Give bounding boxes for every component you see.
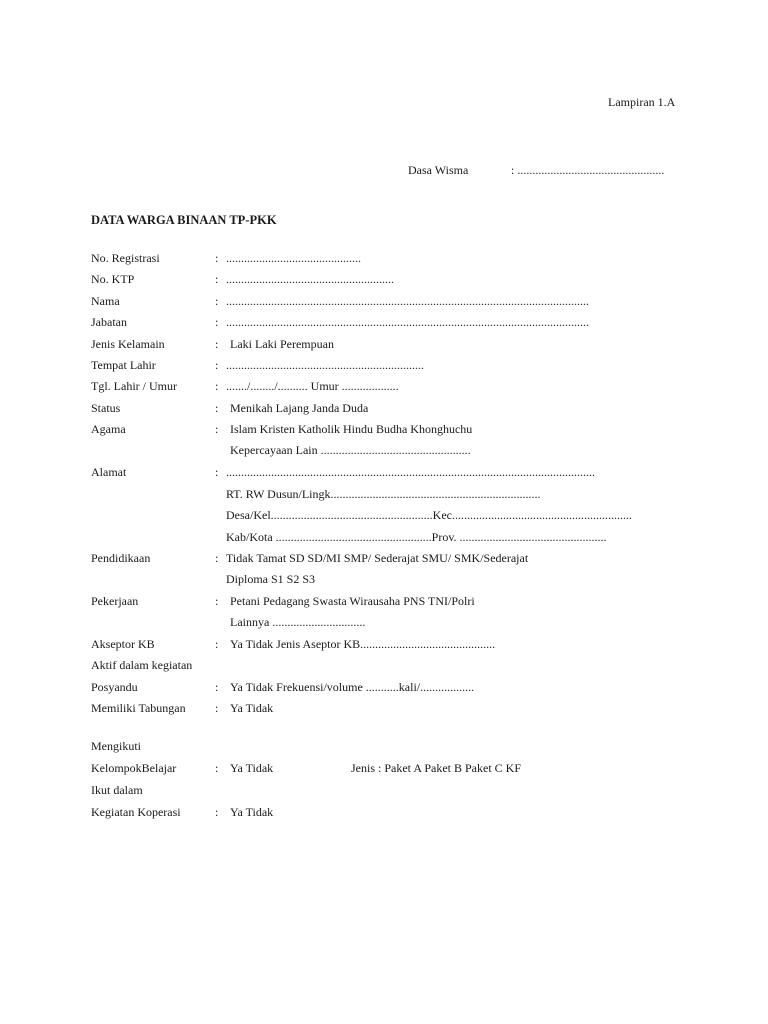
status-label: Status xyxy=(91,401,121,415)
alamat-desa-field[interactable]: Desa/Kel......................................................Kec............................................................ xyxy=(226,508,632,522)
colon: : xyxy=(215,379,219,393)
colon: : xyxy=(215,805,219,819)
alamat-rt-rw-field[interactable]: RT. RW Dusun/Lingk...................................................................... xyxy=(226,487,541,501)
status-options[interactable]: Menikah Lajang Janda Duda xyxy=(230,401,369,415)
colon: : xyxy=(215,294,219,308)
alamat-label: Alamat xyxy=(91,465,127,479)
pendidikan-options-2[interactable]: Diploma S1 S2 S3 xyxy=(226,572,316,586)
colon: : xyxy=(215,637,219,651)
dasa-wisma-label: Dasa Wisma xyxy=(408,163,469,177)
tabungan-options[interactable]: Ya Tidak xyxy=(230,701,274,715)
colon: : xyxy=(215,465,219,479)
ikut-dalam-label: Ikut dalam xyxy=(91,783,143,797)
colon: : xyxy=(215,701,219,715)
alamat-kab-field[interactable]: Kab/Kota ....................................................Prov. ................................................. xyxy=(226,530,607,544)
colon: : xyxy=(215,680,219,694)
akseptor-kb-label: Akseptor KB xyxy=(91,637,155,651)
colon: : xyxy=(215,315,219,329)
kelompok-belajar-jenis[interactable]: Jenis : Paket A Paket B Paket C KF xyxy=(351,761,522,775)
lampiran-label: Lampiran 1.A xyxy=(608,95,676,109)
tempat-lahir-field[interactable]: .................................................................. xyxy=(226,358,424,372)
pendidikan-options[interactable]: Tidak Tamat SD SD/MI SMP/ Sederajat SMU/ SMK/Sederajat xyxy=(226,551,529,565)
colon: : xyxy=(215,594,219,608)
alamat-field[interactable]: ........................................................................................................................... xyxy=(226,465,595,479)
koperasi-options[interactable]: Ya Tidak xyxy=(230,805,274,819)
colon: : xyxy=(215,401,219,415)
jenis-kelamin-label: Jenis Kelamain xyxy=(91,337,165,351)
jabatan-field[interactable]: ......................................................................................................................... xyxy=(226,315,589,329)
colon: : xyxy=(215,551,219,565)
tgl-lahir-label: Tgl. Lahir / Umur xyxy=(91,379,177,393)
nama-label: Nama xyxy=(91,294,120,308)
ktp-field[interactable]: ........................................................ xyxy=(226,272,394,286)
registrasi-label: No. Registrasi xyxy=(91,251,160,265)
colon: : xyxy=(215,761,219,775)
colon: : xyxy=(215,422,219,436)
jenis-kelamin-options[interactable]: Laki Laki Perempuan xyxy=(230,337,334,351)
form-title: DATA WARGA BINAAN TP-PKK xyxy=(91,213,277,227)
registrasi-field[interactable]: ............................................. xyxy=(226,251,361,265)
jabatan-label: Jabatan xyxy=(91,315,127,329)
pekerjaan-lain-field[interactable]: Lainnya ............................... xyxy=(230,615,366,629)
ktp-label: No. KTP xyxy=(91,272,135,286)
tgl-lahir-field[interactable]: ......./......../.......... Umur ................... xyxy=(226,379,399,393)
colon: : xyxy=(215,251,219,265)
nama-field[interactable]: ......................................................................................................................... xyxy=(226,294,589,308)
pendidikan-label: Pendidikaan xyxy=(91,551,151,565)
pekerjaan-options[interactable]: Petani Pedagang Swasta Wirausaha PNS TNI/Polri xyxy=(230,594,475,608)
mengikuti-label: Mengikuti xyxy=(91,739,141,753)
colon: : xyxy=(215,337,219,351)
agama-lain-field[interactable]: Kepercayaan Lain .................................................. xyxy=(230,443,471,457)
agama-label: Agama xyxy=(91,422,126,436)
dasa-wisma-field[interactable]: : ................................................. xyxy=(511,163,665,177)
colon: : xyxy=(215,358,219,372)
kelompok-belajar-options[interactable]: Ya Tidak xyxy=(230,761,274,775)
koperasi-label: Kegiatan Koperasi xyxy=(91,805,181,819)
pekerjaan-label: Pekerjaan xyxy=(91,594,139,608)
colon: : xyxy=(215,272,219,286)
posyandu-label: Posyandu xyxy=(91,680,138,694)
aktif-kegiatan-label: Aktif dalam kegiatan xyxy=(91,658,193,672)
posyandu-options[interactable]: Ya Tidak Frekuensi/volume ...........kali/.................. xyxy=(230,680,475,694)
agama-options[interactable]: Islam Kristen Katholik Hindu Budha Khonghuchu xyxy=(230,422,473,436)
tabungan-label: Memiliki Tabungan xyxy=(91,701,186,715)
akseptor-kb-options[interactable]: Ya Tidak Jenis Aseptor KB............................................. xyxy=(230,637,496,651)
tempat-lahir-label: Tempat Lahir xyxy=(91,358,156,372)
kelompok-belajar-label: KelompokBelajar xyxy=(91,761,177,775)
